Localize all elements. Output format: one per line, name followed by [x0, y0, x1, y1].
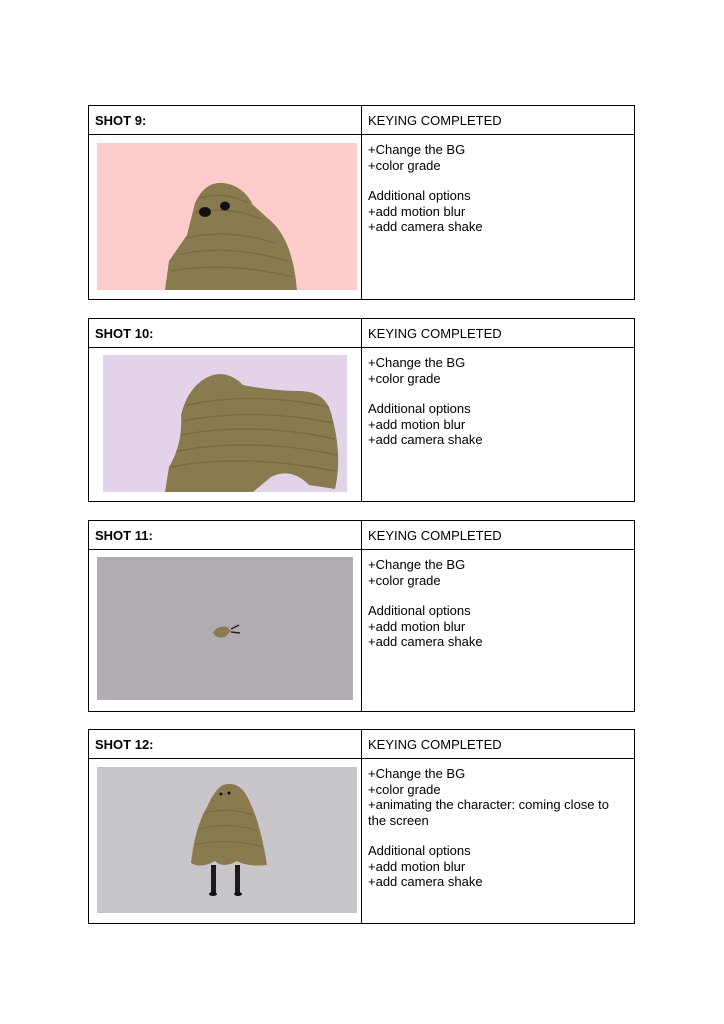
- shot-label: SHOT 11:: [89, 521, 362, 549]
- ghost-figure-image: [97, 143, 357, 290]
- additional-options-title: Additional options: [368, 843, 471, 858]
- shot-notes: [362, 348, 634, 501]
- shot-status: KEYING COMPLETED: [368, 737, 502, 752]
- shot-image-cell: [89, 348, 362, 501]
- shot-header-row: [89, 106, 634, 135]
- cloth-figure-image: [103, 355, 347, 492]
- shot-label: SHOT 12:: [89, 730, 362, 758]
- note-line: +color grade: [368, 157, 441, 173]
- standing-figure-image: [97, 767, 357, 913]
- shot-thumbnail: [97, 767, 357, 913]
- note-line: +Change the BG: [368, 766, 466, 781]
- shot-notes: [362, 135, 634, 299]
- shot-header-row: [89, 730, 634, 759]
- shot-image-cell: [89, 759, 362, 923]
- note-line: +add motion blur: [368, 203, 466, 219]
- note-line: +Change the BG: [368, 355, 466, 370]
- eye-left: [220, 793, 223, 796]
- shot-notes: [362, 550, 634, 711]
- additional-options-title: Additional options: [368, 603, 471, 618]
- note-line: +color grade: [368, 370, 441, 386]
- small-figure-image: [97, 557, 353, 700]
- shot-thumbnail: [97, 557, 353, 700]
- shot-status: KEYING COMPLETED: [368, 528, 502, 543]
- shot-label: SHOT 9:: [89, 106, 362, 134]
- note-line: +add camera shake: [368, 874, 483, 889]
- shot-table-9: [88, 105, 635, 300]
- shot-body-row: [89, 550, 634, 711]
- shot-body-row: [89, 135, 634, 299]
- note-line: +Change the BG: [368, 142, 466, 157]
- shot-table-10: [88, 318, 635, 502]
- shot-body-row: [89, 759, 634, 923]
- shot-header-row: [89, 319, 634, 348]
- shot-status: KEYING COMPLETED: [368, 326, 502, 341]
- note-line: +Change the BG: [368, 557, 466, 572]
- shot-body-row: [89, 348, 634, 501]
- note-line: +color grade: [368, 572, 441, 588]
- shot-image-cell: [89, 550, 362, 711]
- eye-right: [220, 202, 230, 211]
- shot-header-row: [89, 521, 634, 550]
- note-line: +add motion blur: [368, 858, 466, 874]
- eye-left: [199, 207, 211, 217]
- note-line: +add motion blur: [368, 618, 466, 634]
- note-line: +animating the character: coming close to the screen: [368, 797, 613, 828]
- shot-label: SHOT 10:: [89, 319, 362, 347]
- shot-table-11: [88, 520, 635, 712]
- shot-status: KEYING COMPLETED: [368, 113, 502, 128]
- shot-image-cell: [89, 135, 362, 299]
- additional-options-title: Additional options: [368, 188, 471, 203]
- note-line: +add motion blur: [368, 416, 466, 432]
- note-line: +add camera shake: [368, 432, 483, 447]
- shot-notes: [362, 759, 634, 923]
- leg-right: [235, 865, 240, 893]
- additional-options-title: Additional options: [368, 401, 471, 416]
- note-line: +add camera shake: [368, 634, 483, 649]
- leg-left: [211, 865, 216, 893]
- shot-thumbnail: [103, 355, 347, 492]
- note-line: +add camera shake: [368, 219, 483, 234]
- shot-table-12: [88, 729, 635, 924]
- eye-right: [228, 792, 231, 795]
- shot-thumbnail: [97, 143, 357, 290]
- note-line: +color grade: [368, 781, 441, 797]
